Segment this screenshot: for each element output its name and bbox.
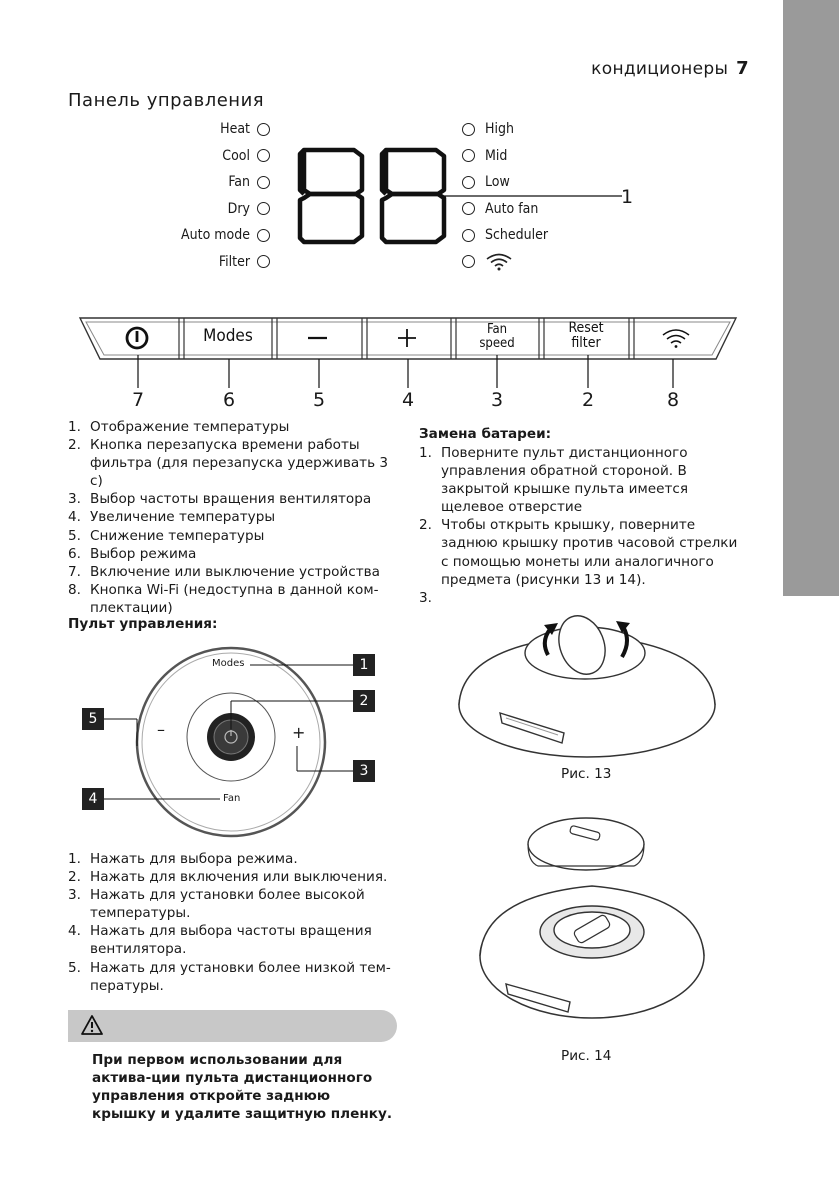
indicator-led — [257, 202, 270, 215]
button-number: 3 — [490, 389, 504, 411]
plus-button[interactable] — [367, 318, 451, 359]
page-header — [591, 58, 749, 79]
list-item: 1. Поверните пульт дистанционного управления обратной стороной. В закрытой крышке пульта имеется щелевое отверстие — [419, 445, 689, 516]
remote-callout-1: 1 — [359, 657, 369, 673]
indicator-dry: Dry — [130, 196, 270, 223]
indicator-cool: Cool — [130, 143, 270, 170]
indicator-scheduler: Scheduler — [462, 222, 632, 249]
list-item: 1. Отображение температуры — [68, 419, 290, 435]
list-item: 2. Нажать для включения или выключения. — [68, 869, 388, 886]
list-item: 3. Выбор частоты вращения вентилятора — [68, 491, 372, 508]
indicator-led — [462, 255, 475, 268]
temperature-display — [294, 146, 634, 246]
minus-icon — [277, 318, 362, 359]
reset-filter-button[interactable]: Reset filter — [568, 320, 604, 351]
control-panel-title: Панель управления — [68, 90, 265, 111]
list-item: 4. Нажать для выбора частоты вращения вентилятора. — [68, 923, 372, 958]
digit-8-right — [382, 150, 444, 242]
side-tab — [783, 0, 839, 596]
button-number: 4 — [401, 389, 415, 411]
list-item: 8. Кнопка Wi-Fi (недоступна в данной ком-плектации) — [68, 581, 379, 616]
warning-bar — [68, 1010, 397, 1042]
plus-icon — [367, 318, 451, 359]
indicator-led — [257, 255, 270, 268]
wifi-icon — [485, 253, 513, 271]
list-item: 2. Чтобы открыть крышку, поверните заднюю крышку против часовой стрелки с помощью монеты или аналогичного предмета (рисунки 13 и 14). — [419, 517, 738, 588]
wifi-icon — [636, 318, 716, 359]
indicator-mid: Mid — [462, 143, 632, 170]
indicator-led — [257, 123, 270, 136]
button-number: 6 — [222, 389, 236, 411]
remote-callout-5: 5 — [88, 711, 98, 727]
button-number: 2 — [581, 389, 595, 411]
remote-minus-button[interactable]: – — [157, 720, 165, 739]
indicator-auto-fan: Auto fan — [462, 196, 632, 223]
list-item: 7. Включение или выключение устройства — [68, 563, 380, 580]
list-item: 3. Нажать для установки более высокой температуры. — [68, 887, 365, 922]
indicator-led — [257, 149, 270, 162]
figure-13-caption: Рис. 13 — [561, 766, 612, 782]
indicator-wifi — [462, 249, 632, 276]
page-number: 7 — [736, 58, 749, 79]
figure-13-remote-back — [452, 605, 722, 765]
panel-legend-list — [68, 418, 398, 617]
remote-power-button[interactable] — [210, 712, 252, 754]
remote-legend-list — [68, 850, 398, 995]
list-item: 5. Нажать для установки более низкой тем-пературы. — [68, 959, 391, 994]
indicator-led — [257, 229, 270, 242]
figure-14-caption: Рис. 14 — [561, 1048, 612, 1064]
battery-steps: 1. Поверните пульт дистанционного управления обратной стороной. В закрытой крышке пульта имеется щелевое отверстие 2. Чтобы открыть крышку, поверните заднюю крышку против часовой стрелки с помощью монеты или аналогичного предмета (рисунки 13 и 14). 3. — [419, 444, 744, 589]
remote-callout-3: 3 — [359, 763, 369, 779]
remote-plus-button[interactable]: + — [292, 723, 306, 742]
indicator-filter: Filter — [130, 249, 270, 276]
list-item: 5. Снижение температуры — [68, 527, 265, 544]
list-item: 6. Выбор режима — [68, 545, 197, 562]
indicator-auto-mode: Auto mode — [130, 222, 270, 249]
battery-title: Замена батареи: — [419, 426, 552, 442]
digit-8-left — [300, 150, 362, 242]
power-icon — [102, 318, 176, 359]
minus-button[interactable] — [277, 318, 362, 359]
indicator-led — [257, 176, 270, 189]
modes-button[interactable]: Modes — [203, 326, 253, 346]
section-title: кондиционеры — [591, 59, 729, 79]
indicator-led — [462, 123, 475, 136]
warning-text: При первом использовании для актива-ции пульта дистанционного управления откройте заднюю крышку и удалите защитную пленку. — [92, 1052, 393, 1123]
wifi-button[interactable] — [636, 318, 716, 359]
button-number: 7 — [131, 389, 145, 411]
list-item: 2. Кнопка перезапуска времени работы фильтра (для перезапуска удерживать 3 с) — [68, 437, 389, 490]
remote-fan-label: Fan — [223, 793, 241, 804]
display-callout-number: 1 — [620, 186, 634, 208]
indicator-high: High — [462, 116, 632, 143]
remote-title: Пульт управления: — [68, 616, 218, 632]
list-item: 1. Нажать для выбора режима. — [68, 851, 298, 867]
warning-icon — [80, 1014, 104, 1036]
power-button[interactable] — [102, 318, 176, 359]
remote-callout-4: 4 — [88, 791, 98, 807]
indicator-low: Low — [462, 169, 632, 196]
indicator-heat: Heat — [130, 116, 270, 143]
mode-indicators — [130, 116, 270, 275]
fan-speed-button[interactable]: Fan speed — [479, 322, 515, 351]
button-number: 8 — [666, 389, 680, 411]
figure-14-remote-open — [476, 806, 721, 1036]
remote-modes-label: Modes — [212, 658, 245, 669]
indicator-fan: Fan — [130, 169, 270, 196]
button-number: 5 — [312, 389, 326, 411]
list-item: 4. Увеличение температуры — [68, 509, 276, 526]
remote-callout-2: 2 — [359, 693, 369, 709]
